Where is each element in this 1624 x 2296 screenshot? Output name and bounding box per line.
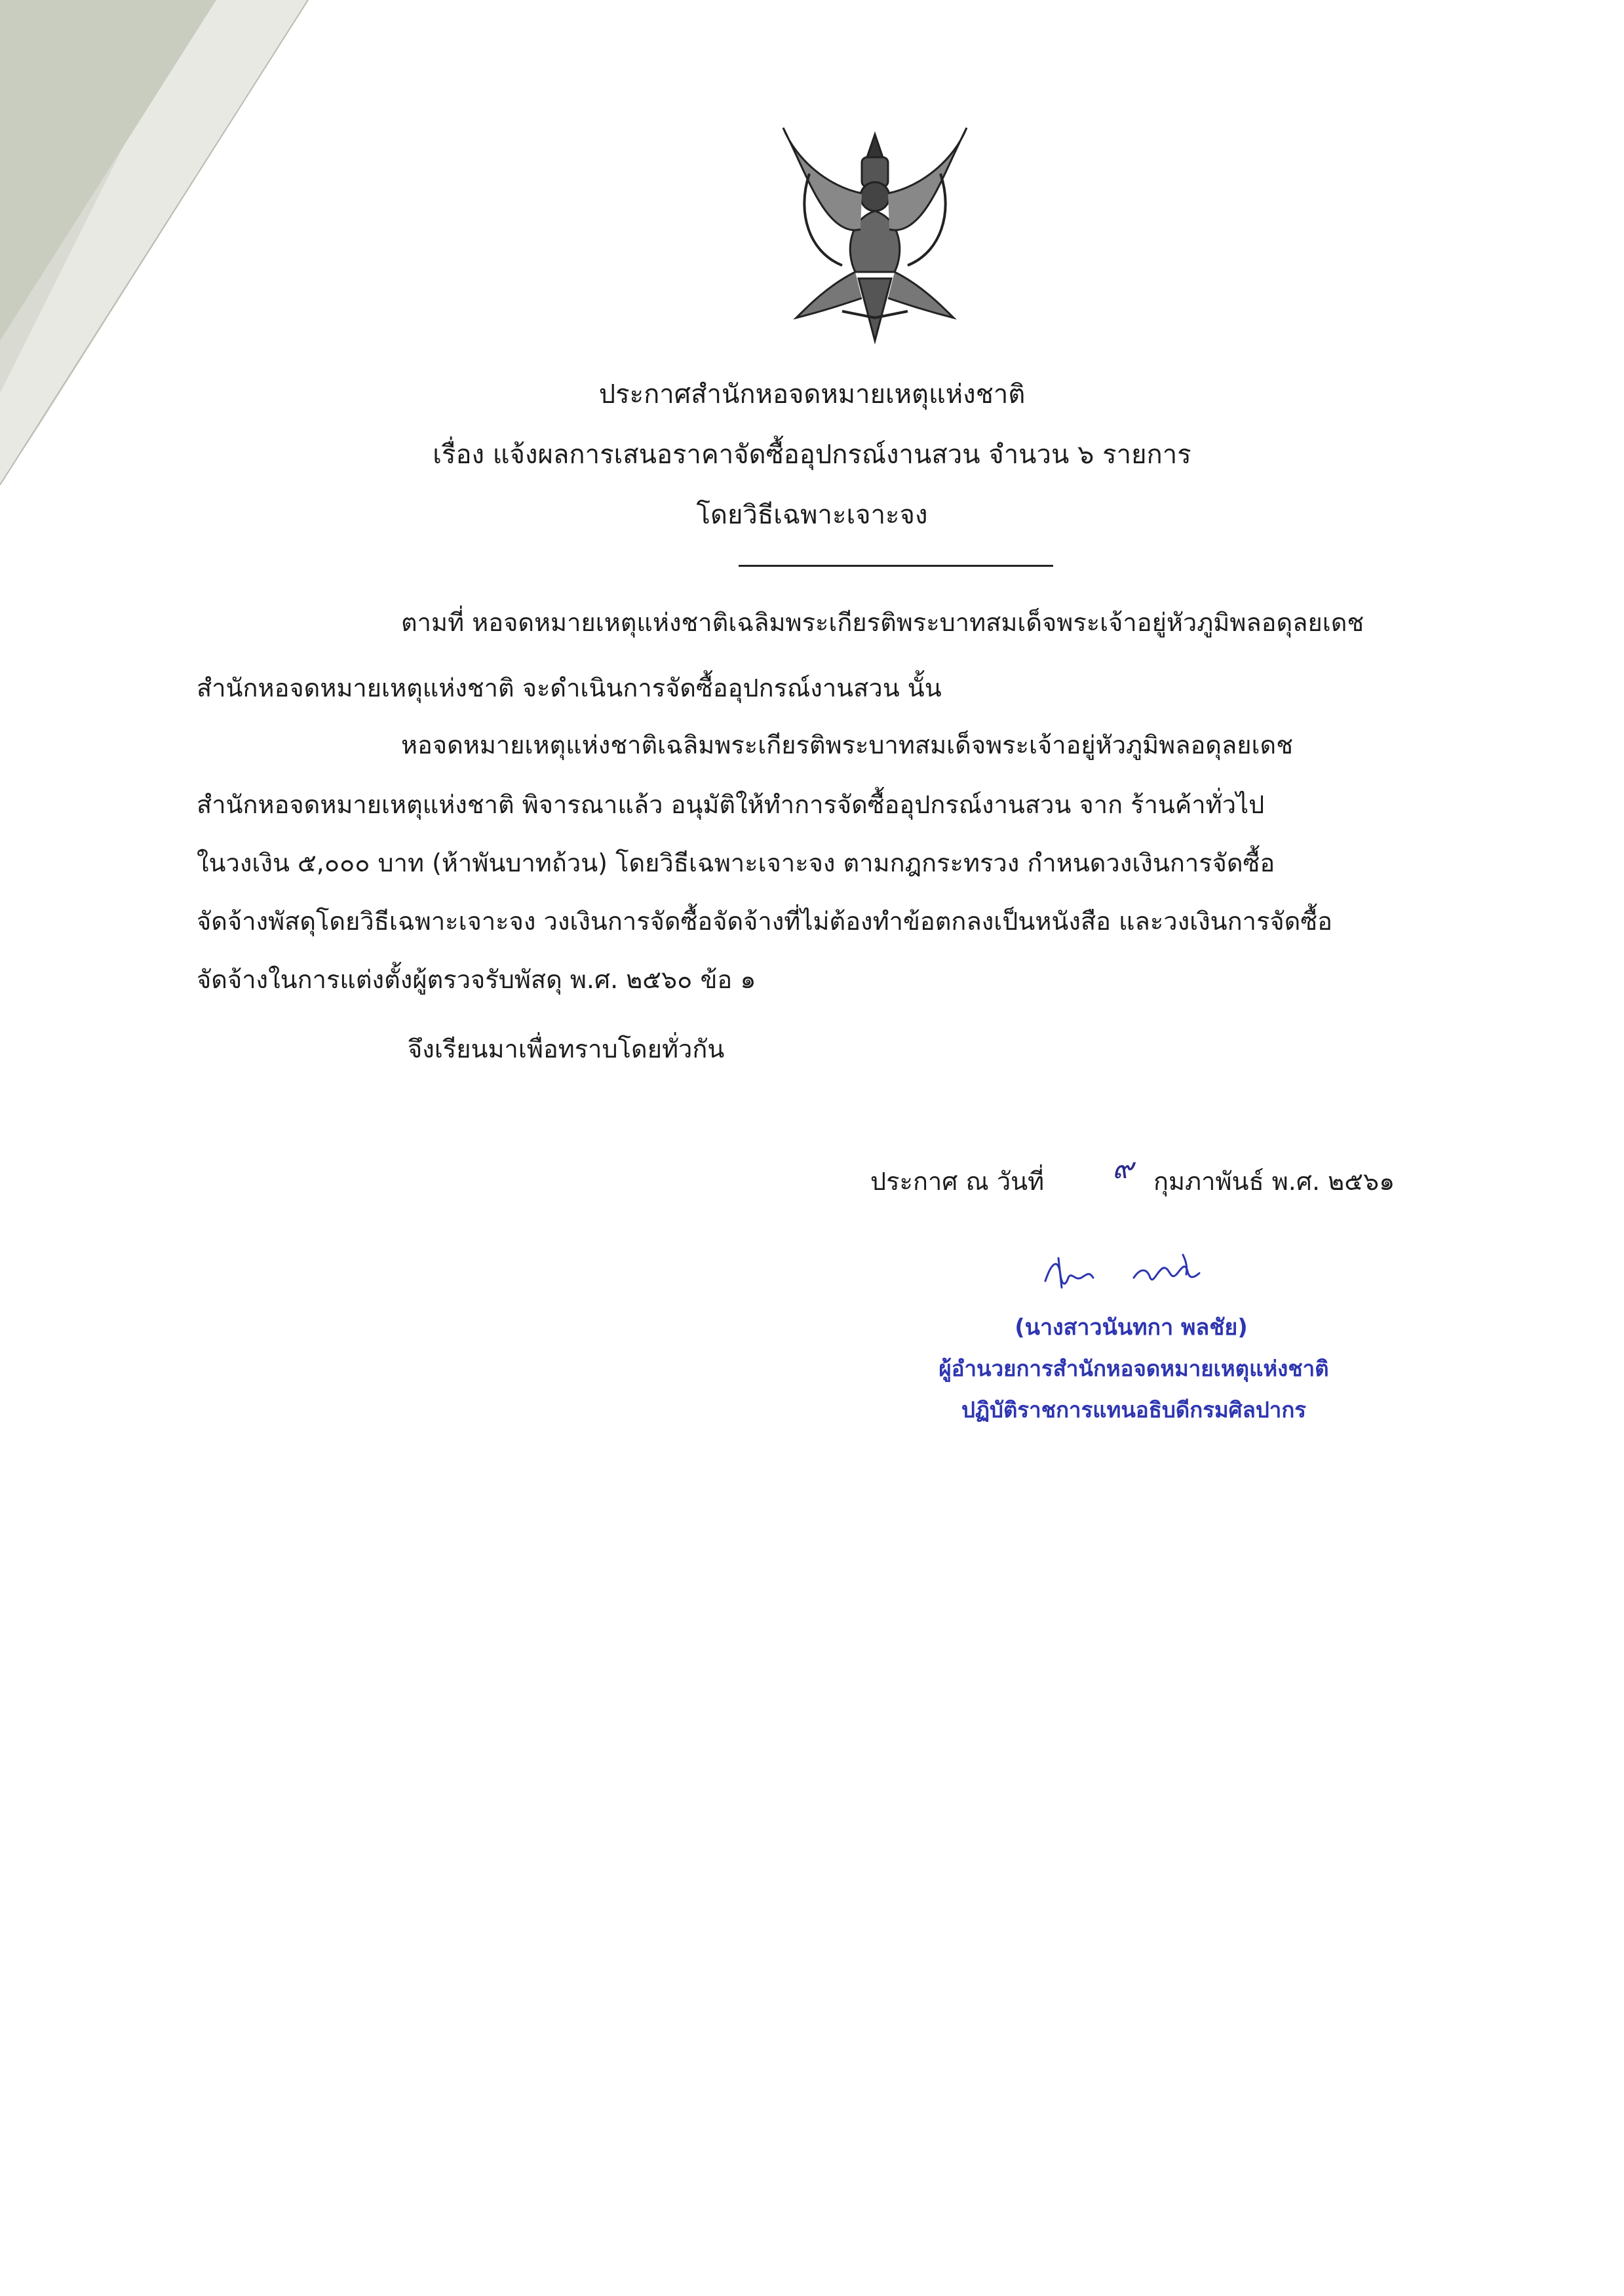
garuda-emblem-icon <box>770 121 980 347</box>
signatory-position-2: ปฏิบัติราชการแทนอธิบดีกรมศิลปากร <box>961 1397 1307 1423</box>
paragraph-2-line-5: จัดจ้างในการแต่งตั้งผู้ตรวจรับพัสดุ พ.ศ. ๒๕๖๐ ข้อ ๑ <box>197 965 756 994</box>
closing-statement: จึงเรียนมาเพื่อทราบโดยทั่วกัน <box>408 1035 725 1063</box>
paragraph-2-line-3: ในวงเงิน ๕,๐๐๐ บาท (ห้าพันบาทถ้วน) โดยวิธีเฉพาะเจาะจง ตามกฎกระทรวง กำหนดวงเงินการจัดซื้อ <box>197 849 1275 877</box>
paragraph-1-line-2: สำนักหอจดหมายเหตุแห่งชาติ จะดำเนินการจัดซื้ออุปกรณ์งานสวน นั้น <box>197 674 942 702</box>
paragraph-1-line-1: ตามที่ หอจดหมายเหตุแห่งชาติเฉลิมพระเกียรติพระบาทสมเด็จพระเจ้าอยู่หัวภูมิพลอดุลยเดช <box>401 608 1364 637</box>
document-subject: เรื่อง แจ้งผลการเสนอราคาจัดซื้ออุปกรณ์งานสวน จำนวน ๖ รายการ <box>433 440 1191 470</box>
paragraph-2-line-4: จัดจ้างพัสดุโดยวิธีเฉพาะเจาะจง วงเงินการจัดซื้อจัดจ้างที่ไม่ต้องทำข้อตกลงเป็นหนังสือ และวงเงินการจัดซื้อ <box>197 907 1332 936</box>
document-method: โดยวิธีเฉพาะเจาะจง <box>696 500 928 530</box>
dateline-day: ๙ <box>1112 1152 1134 1185</box>
signatory-position-1: ผู้อำนวยการสำนักหอจดหมายเหตุแห่งชาติ <box>938 1356 1329 1381</box>
handwritten-signature <box>1042 1248 1239 1297</box>
paragraph-2-line-1: หอจดหมายเหตุแห่งชาติเฉลิมพระเกียรติพระบาทสมเด็จพระเจ้าอยู่หัวภูมิพลอดุลยเดช <box>401 731 1293 759</box>
paragraph-2-line-2: สำนักหอจดหมายเหตุแห่งชาติ พิจารณาแล้ว อนุมัติให้ทำการจัดซื้ออุปกรณ์งานสวน จาก ร้านค้าทั่วไป <box>197 790 1265 819</box>
dateline-prefix: ประกาศ ณ วันที่ <box>870 1167 1045 1196</box>
dateline-month-year: กุมภาพันธ์ พ.ศ. ๒๕๖๑ <box>1153 1167 1395 1196</box>
signatory-name: (นางสาวนันทกา พลชัย) <box>1015 1314 1248 1341</box>
document-title: ประกาศสำนักหอจดหมายเหตุแห่งชาติ <box>598 379 1026 410</box>
title-underline <box>739 565 1053 567</box>
